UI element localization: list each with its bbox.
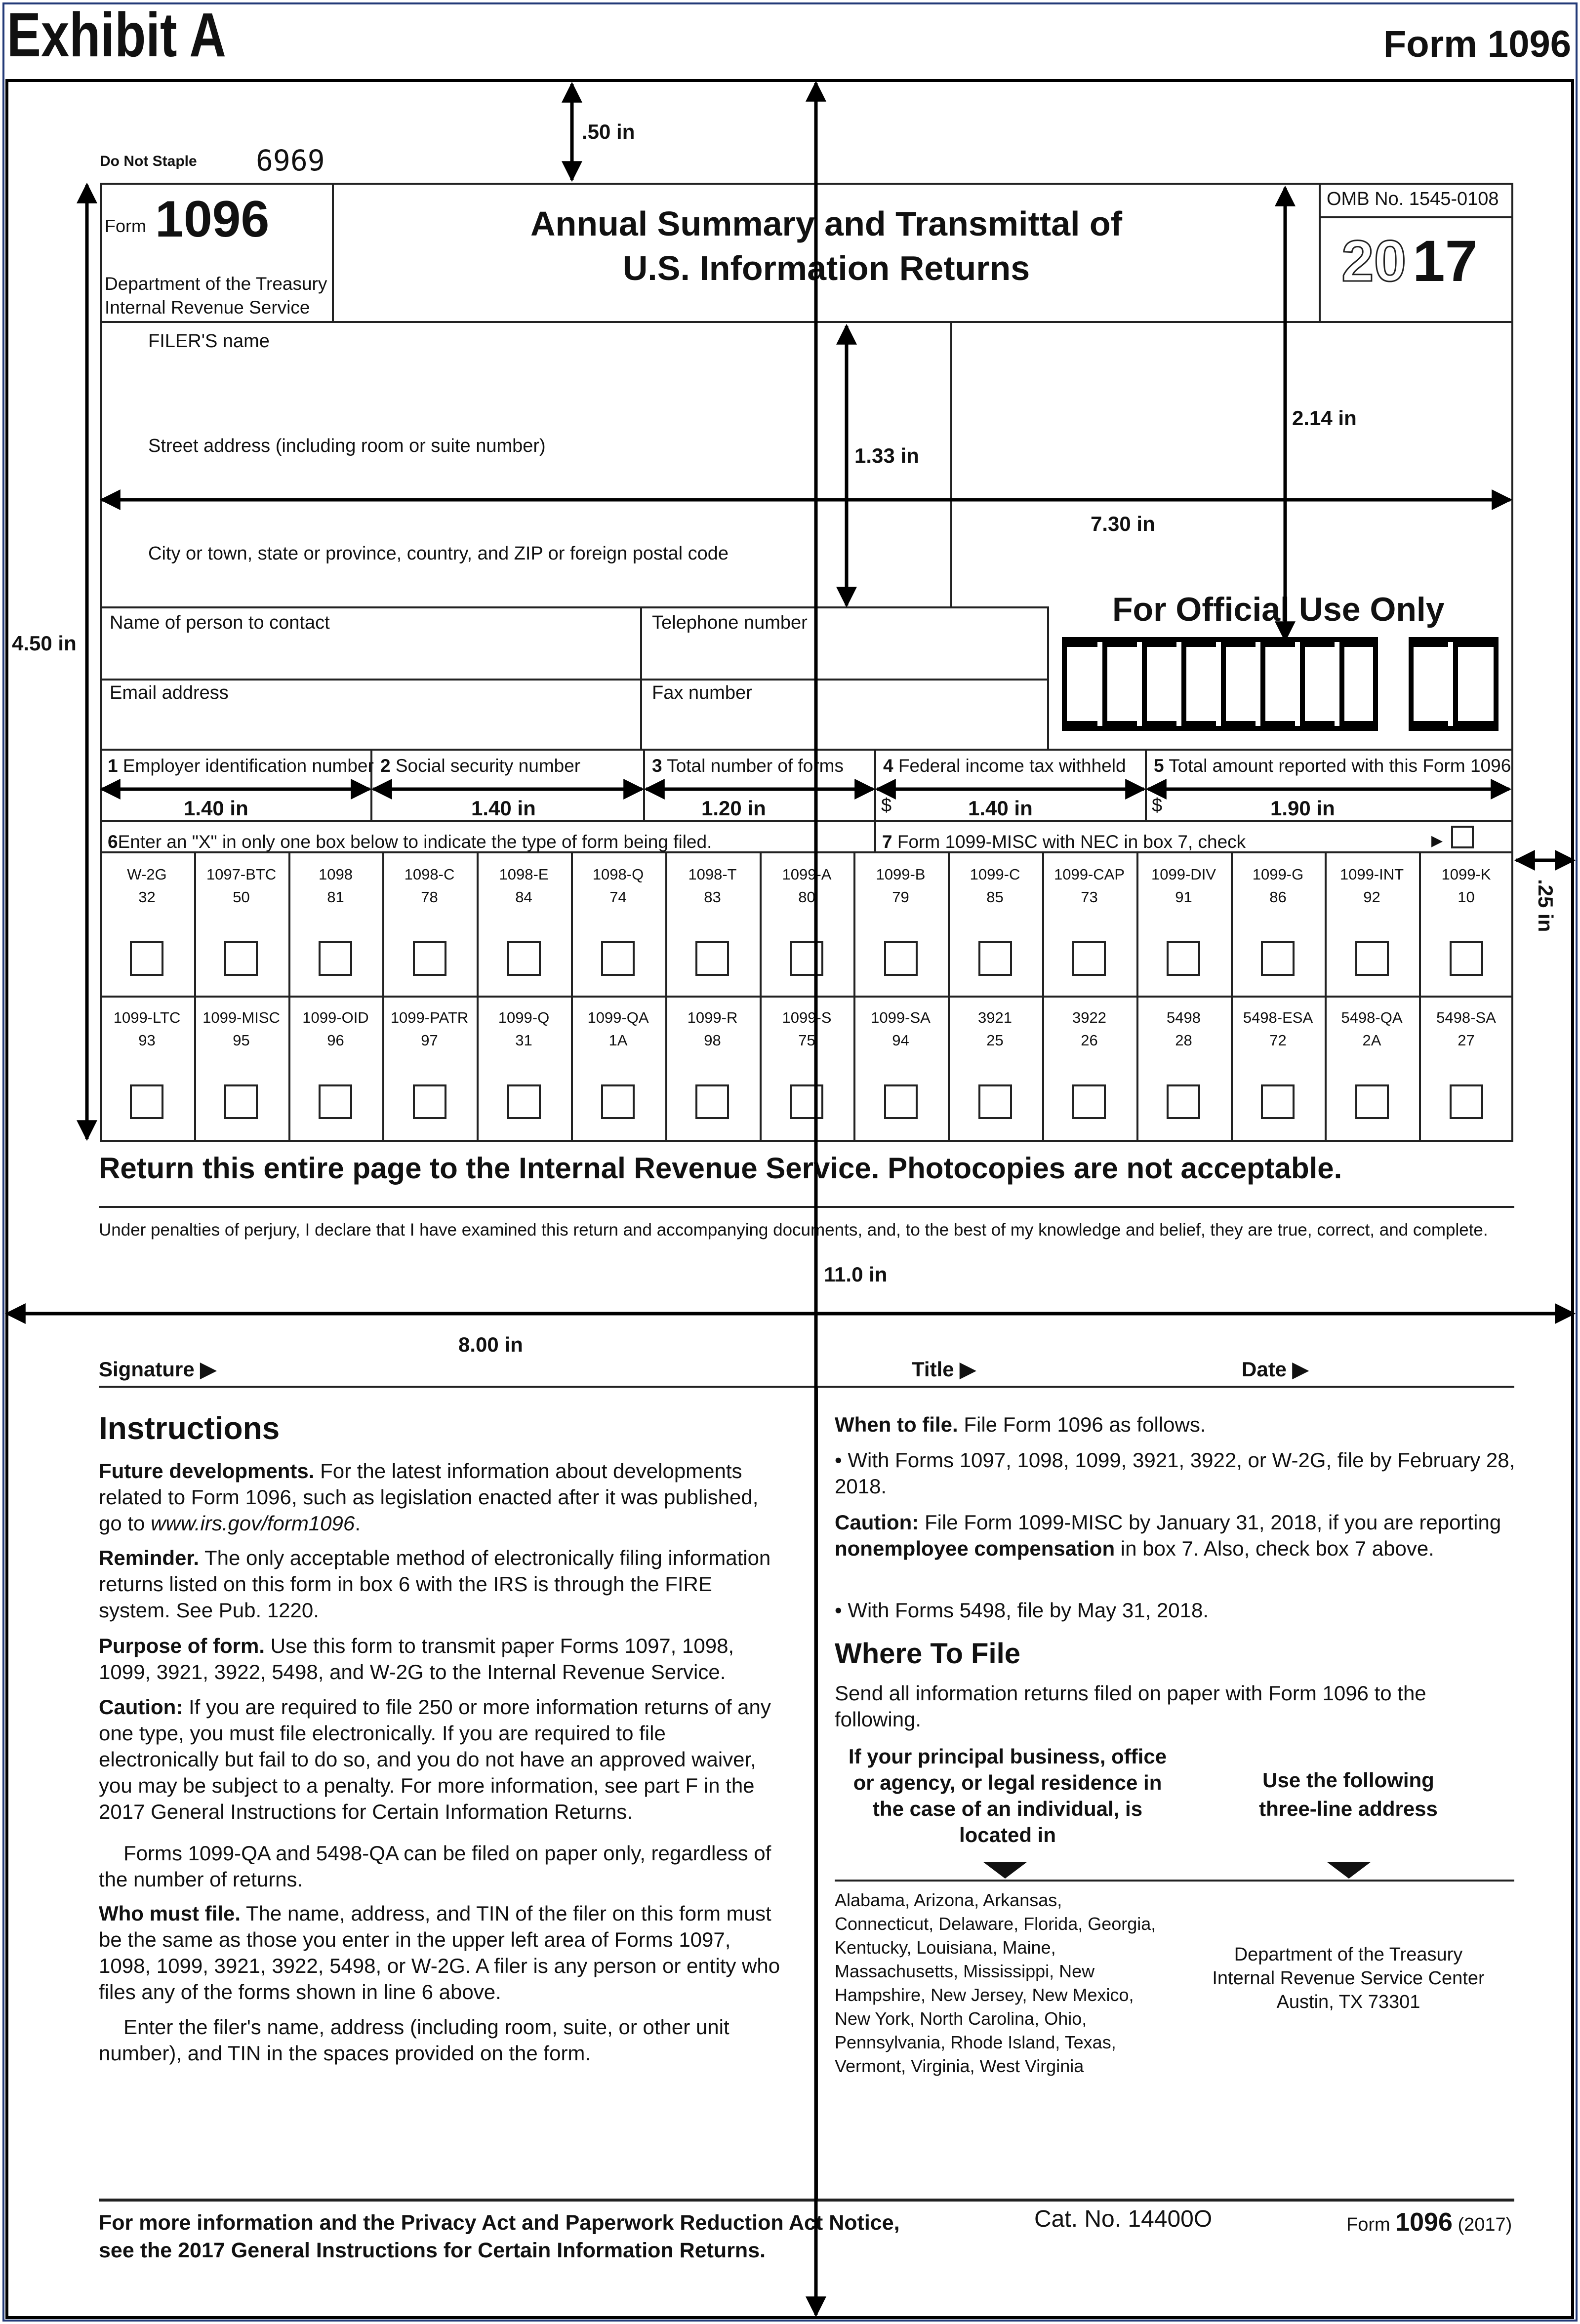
form-type-code: 85 bbox=[986, 888, 1004, 906]
col1-line2: or agency, or legal residence in bbox=[853, 1771, 1162, 1794]
box5-label: Total amount reported with this Form 1096 bbox=[1169, 756, 1511, 776]
box2-number: 2 bbox=[380, 756, 391, 776]
form-type-name: 1098-T bbox=[688, 866, 737, 883]
address-line1: Department of the Treasury bbox=[1234, 1944, 1463, 1965]
col2-line2: three-line address bbox=[1259, 1797, 1438, 1820]
form-label-top: Form 1096 bbox=[1383, 23, 1571, 65]
line7-text: Form 1099-MISC with NEC in box 7, check bbox=[897, 832, 1246, 852]
batch-number: 6969 bbox=[256, 144, 325, 177]
line7-number: 7 bbox=[882, 832, 892, 852]
purpose-heading: Purpose of form. bbox=[99, 1634, 265, 1657]
form-type-code: 94 bbox=[892, 1032, 909, 1049]
form-type-name: 5498 bbox=[1167, 1009, 1201, 1026]
form-type-name: 1099-OID bbox=[302, 1009, 369, 1026]
form-type-name: 1098 bbox=[319, 866, 353, 883]
label-side-25: .25 in bbox=[1534, 879, 1557, 932]
where-heading: Where To File bbox=[835, 1638, 1020, 1670]
title-arrow-icon: ▶ bbox=[960, 1358, 976, 1381]
privacy-line1: For more information and the Privacy Act and Paperwork Reduction Act Notice, bbox=[99, 2211, 900, 2235]
form-word: Form bbox=[105, 216, 146, 236]
form-type-code: 50 bbox=[233, 888, 250, 906]
box2-label: Social security number bbox=[395, 756, 581, 776]
date-arrow-icon: ▶ bbox=[1292, 1358, 1309, 1381]
form-type-code: 28 bbox=[1175, 1032, 1192, 1049]
perjury-statement: Under penalties of perjury, I declare that I have examined this return and accompanying documents, and, to the best of my knowledge and belief, they are true, correct, and complete. bbox=[99, 1220, 1488, 1240]
form-type-name: 5498-SA bbox=[1436, 1009, 1496, 1026]
fax-label: Fax number bbox=[652, 682, 752, 703]
label-form-height: 4.50 in bbox=[12, 632, 77, 655]
form-type-name: 1099-CAP bbox=[1053, 866, 1125, 883]
state-line: Connecticut, Delaware, Florida, Georgia, bbox=[835, 1914, 1156, 1934]
form-type-code: 25 bbox=[986, 1032, 1004, 1049]
col1-line4: located in bbox=[959, 1823, 1056, 1846]
footer-form-number: 1096 bbox=[1395, 2208, 1453, 2237]
future-heading: Future developments. bbox=[99, 1459, 315, 1483]
label-133: 1.33 in bbox=[854, 444, 919, 467]
address-line2: Internal Revenue Service Center bbox=[1212, 1968, 1485, 1989]
form-type-name: 1099-PATR bbox=[390, 1009, 469, 1026]
contact-person-label: Name of person to contact bbox=[110, 612, 330, 633]
filer-city-label: City or town, state or province, country, and ZIP or foreign postal code bbox=[148, 543, 729, 564]
do-not-staple: Do Not Staple bbox=[100, 153, 197, 169]
form-type-name: 1099-Q bbox=[498, 1009, 550, 1026]
form-type-code: 27 bbox=[1458, 1032, 1475, 1049]
state-line: Alabama, Arizona, Arkansas, bbox=[835, 1890, 1062, 1910]
catalog-number: Cat. No. 14400O bbox=[1034, 2206, 1213, 2232]
label-page-width: 8.00 in bbox=[458, 1333, 523, 1356]
form-type-code: 10 bbox=[1458, 888, 1475, 906]
signature-label: Signature bbox=[99, 1358, 195, 1381]
form-title-line2: U.S. Information Returns bbox=[622, 249, 1030, 287]
when-bullet2: • With Forms 5498, file by May 31, 2018. bbox=[835, 1599, 1209, 1622]
box3-number: 3 bbox=[652, 756, 662, 776]
form-type-name: 1099-INT bbox=[1339, 866, 1404, 883]
box4-number: 4 bbox=[883, 756, 893, 776]
box5-dollar: $ bbox=[1152, 795, 1163, 816]
when-heading: When to file. bbox=[835, 1413, 958, 1436]
form-type-name: 1097-BTC bbox=[206, 866, 277, 883]
state-line: Pennsylvania, Rhode Island, Texas, bbox=[835, 2032, 1116, 2052]
form-type-code: 73 bbox=[1081, 888, 1098, 906]
who-text: The name, address, and TIN of the filer on this form must be the same as those you enter in the upper left area of Forms 1097, 1098, 1099, 3921, 3922, 5498, or W-2G. A filer is any person or entity who files any of the forms shown in line 6 above. bbox=[99, 1902, 780, 2003]
form-type-name: 3921 bbox=[978, 1009, 1012, 1026]
box4-label: Federal income tax withheld bbox=[898, 756, 1126, 776]
omb-number: OMB No. 1545-0108 bbox=[1327, 189, 1499, 209]
form-type-name: 1098-Q bbox=[592, 866, 644, 883]
reminder-text: The only acceptable method of electronically filing information returns listed on this form in box 6 with the IRS is through the FIRE system. See Pub. 1220. bbox=[99, 1546, 771, 1622]
box3-label: Total number of forms bbox=[667, 756, 844, 776]
state-line: Massachusetts, Mississippi, New bbox=[835, 1961, 1095, 1981]
col2-line1: Use the following bbox=[1262, 1768, 1434, 1792]
filer-street-label: Street address (including room or suite number) bbox=[148, 436, 546, 456]
form-type-name: 1099-MISC bbox=[203, 1009, 280, 1026]
form-type-name: 1099-LTC bbox=[113, 1009, 181, 1026]
form-number: 1096 bbox=[155, 191, 270, 248]
dept-line1: Department of the Treasury bbox=[105, 274, 327, 294]
form-type-code: 98 bbox=[704, 1032, 721, 1049]
form-type-name: 1099-DIV bbox=[1151, 866, 1216, 883]
form-type-name: 1099-S bbox=[782, 1009, 832, 1026]
form-type-code: 86 bbox=[1269, 888, 1287, 906]
form-type-name: 1098-E bbox=[499, 866, 549, 883]
form-type-name: 1099-G bbox=[1252, 866, 1304, 883]
address-line3: Austin, TX 73301 bbox=[1276, 1992, 1420, 2012]
form-type-name: 5498-ESA bbox=[1243, 1009, 1313, 1026]
box4-dollar: $ bbox=[881, 795, 892, 816]
purpose-text: Use this form to transmit paper Forms 1097, 1098, 1099, 3921, 3922, 5498, and W-2G to the Internal Revenue Service. bbox=[99, 1634, 734, 1683]
footer-form-year: (2017) bbox=[1458, 2214, 1512, 2235]
form-type-name: 1099-SA bbox=[871, 1009, 931, 1026]
box5-number: 5 bbox=[1154, 756, 1164, 776]
exhibit-title: Exhibit A bbox=[7, 0, 226, 70]
form-type-code: 32 bbox=[138, 888, 156, 906]
when-bullet1: • With Forms 1097, 1098, 1099, 3921, 3922, or W-2G, file by February 28, 2018. bbox=[835, 1448, 1515, 1498]
future-text: For the latest information about developments related to Form 1096, such as legislation enacted after it was published, go to bbox=[99, 1459, 759, 1535]
form-type-name: 1099-R bbox=[687, 1009, 738, 1026]
caution-right-text1: File Form 1099-MISC by January 31, 2018, if you are reporting bbox=[924, 1511, 1501, 1534]
footer-form-word: Form bbox=[1346, 2214, 1390, 2235]
filer-name-label: FILER'S name bbox=[148, 331, 270, 352]
caution-right-heading: Caution: bbox=[835, 1511, 919, 1534]
box1-number: 1 bbox=[108, 756, 118, 776]
return-notice: Return this entire page to the Internal Revenue Service. Photocopies are not acceptable. bbox=[99, 1152, 1342, 1185]
form-type-code: 83 bbox=[704, 888, 721, 906]
state-line: Hampshire, New Jersey, New Mexico, bbox=[835, 1985, 1134, 2005]
state-line: Kentucky, Louisiana, Maine, bbox=[835, 1937, 1056, 1958]
form-type-code: 75 bbox=[798, 1032, 815, 1049]
form-type-name: 1099-C bbox=[970, 866, 1020, 883]
form-type-name: 1098-C bbox=[404, 866, 455, 883]
label-730: 7.30 in bbox=[1091, 512, 1155, 535]
label-box5-width: 1.90 in bbox=[1270, 797, 1335, 820]
form-type-code: 92 bbox=[1363, 888, 1380, 906]
who-heading: Who must file. bbox=[99, 1902, 241, 1925]
form-type-name: 5498-QA bbox=[1341, 1009, 1403, 1026]
year-bold: 17 bbox=[1413, 229, 1478, 294]
form1096-link[interactable]: www.irs.gov/form1096 bbox=[151, 1512, 355, 1535]
form-type-code: 81 bbox=[327, 888, 344, 906]
box1-label: Employer identification number bbox=[122, 756, 374, 776]
form-type-code: 78 bbox=[421, 888, 438, 906]
state-line: New York, North Carolina, Ohio, bbox=[835, 2008, 1087, 2029]
caution-left-text: If you are required to file 250 or more information returns of any one type, you must file electronically. If you are required to file electronically but fail to do so, and you do not have an approved waiver, you may be subject to a penalty. For more information, see part F in the 2017 General Instructions for Certain Information Returns. bbox=[99, 1695, 771, 1823]
when-text: File Form 1096 as follows. bbox=[964, 1413, 1206, 1436]
dept-line2: Internal Revenue Service bbox=[105, 297, 310, 318]
label-box1-width: 1.40 in bbox=[184, 797, 248, 820]
label-box2-width: 1.40 in bbox=[471, 797, 536, 820]
form-type-code: 72 bbox=[1269, 1032, 1287, 1049]
line6-text: Enter an "X" in only one box below to indicate the type of form being filed. bbox=[118, 832, 712, 852]
date-label: Date bbox=[1242, 1358, 1287, 1381]
caution-right-text2: in box 7. Also, check box 7 above. bbox=[1120, 1537, 1434, 1560]
email-label: Email address bbox=[110, 682, 229, 703]
reminder-heading: Reminder. bbox=[99, 1546, 200, 1569]
form-type-name: W-2G bbox=[127, 866, 167, 883]
year-outline: 20 bbox=[1341, 229, 1407, 294]
where-text: Send all information returns filed on paper with Form 1096 to the following. bbox=[835, 1682, 1426, 1731]
form-type-code: 2A bbox=[1362, 1032, 1381, 1049]
future-end: . bbox=[355, 1512, 361, 1535]
telephone-label: Telephone number bbox=[652, 612, 808, 633]
qa-paper-note: Forms 1099-QA and 5498-QA can be filed on paper only, regardless of the number of returns. bbox=[99, 1842, 771, 1891]
label-page-height: 11.0 in bbox=[824, 1263, 888, 1286]
form-type-code: 1A bbox=[608, 1032, 628, 1049]
title-label: Title bbox=[912, 1358, 954, 1381]
form-type-name: 1099-A bbox=[782, 866, 832, 883]
label-214: 2.14 in bbox=[1292, 406, 1357, 430]
privacy-line2: see the 2017 General Instructions for Certain Information Returns. bbox=[99, 2239, 766, 2262]
form-type-name: 1099-K bbox=[1441, 866, 1491, 883]
enter-filer-note: Enter the filer's name, address (including room, suite, or other unit number), and TIN in the spaces provided on the form. bbox=[99, 2015, 729, 2065]
form-type-name: 1099-QA bbox=[587, 1009, 649, 1026]
form-type-code: 97 bbox=[421, 1032, 438, 1049]
caution-left-heading: Caution: bbox=[99, 1695, 183, 1719]
form-type-code: 26 bbox=[1081, 1032, 1098, 1049]
form-type-code: 95 bbox=[233, 1032, 250, 1049]
form-type-code: 91 bbox=[1175, 888, 1192, 906]
form-type-code: 74 bbox=[609, 888, 627, 906]
form-type-name: 3922 bbox=[1072, 1009, 1106, 1026]
form-type-code: 84 bbox=[515, 888, 532, 906]
form-type-code: 80 bbox=[798, 888, 815, 906]
official-use-label: For Official Use Only bbox=[1112, 591, 1445, 628]
form-type-code: 79 bbox=[892, 888, 909, 906]
form-type-code: 31 bbox=[515, 1032, 532, 1049]
col1-line1: If your principal business, office bbox=[848, 1745, 1167, 1768]
signature-arrow-icon: ▶ bbox=[200, 1358, 216, 1381]
line6-number: 6 bbox=[108, 832, 118, 852]
label-box4-width: 1.40 in bbox=[968, 797, 1033, 820]
instructions-heading: Instructions bbox=[99, 1410, 280, 1446]
form-type-code: 93 bbox=[138, 1032, 156, 1049]
form-type-name: 1099-B bbox=[876, 866, 926, 883]
label-box3-width: 1.20 in bbox=[701, 797, 766, 820]
form-title-line1: Annual Summary and Transmittal of bbox=[530, 204, 1122, 243]
nonemployee-comp: nonemployee compensation bbox=[835, 1537, 1115, 1560]
state-line: Vermont, Virginia, West Virginia bbox=[835, 2056, 1084, 2076]
label-top-margin: .50 in bbox=[582, 120, 635, 143]
col1-line3: the case of an individual, is bbox=[872, 1797, 1143, 1820]
form-type-code: 96 bbox=[327, 1032, 344, 1049]
line7-arrow-icon: ▶ bbox=[1431, 833, 1443, 849]
